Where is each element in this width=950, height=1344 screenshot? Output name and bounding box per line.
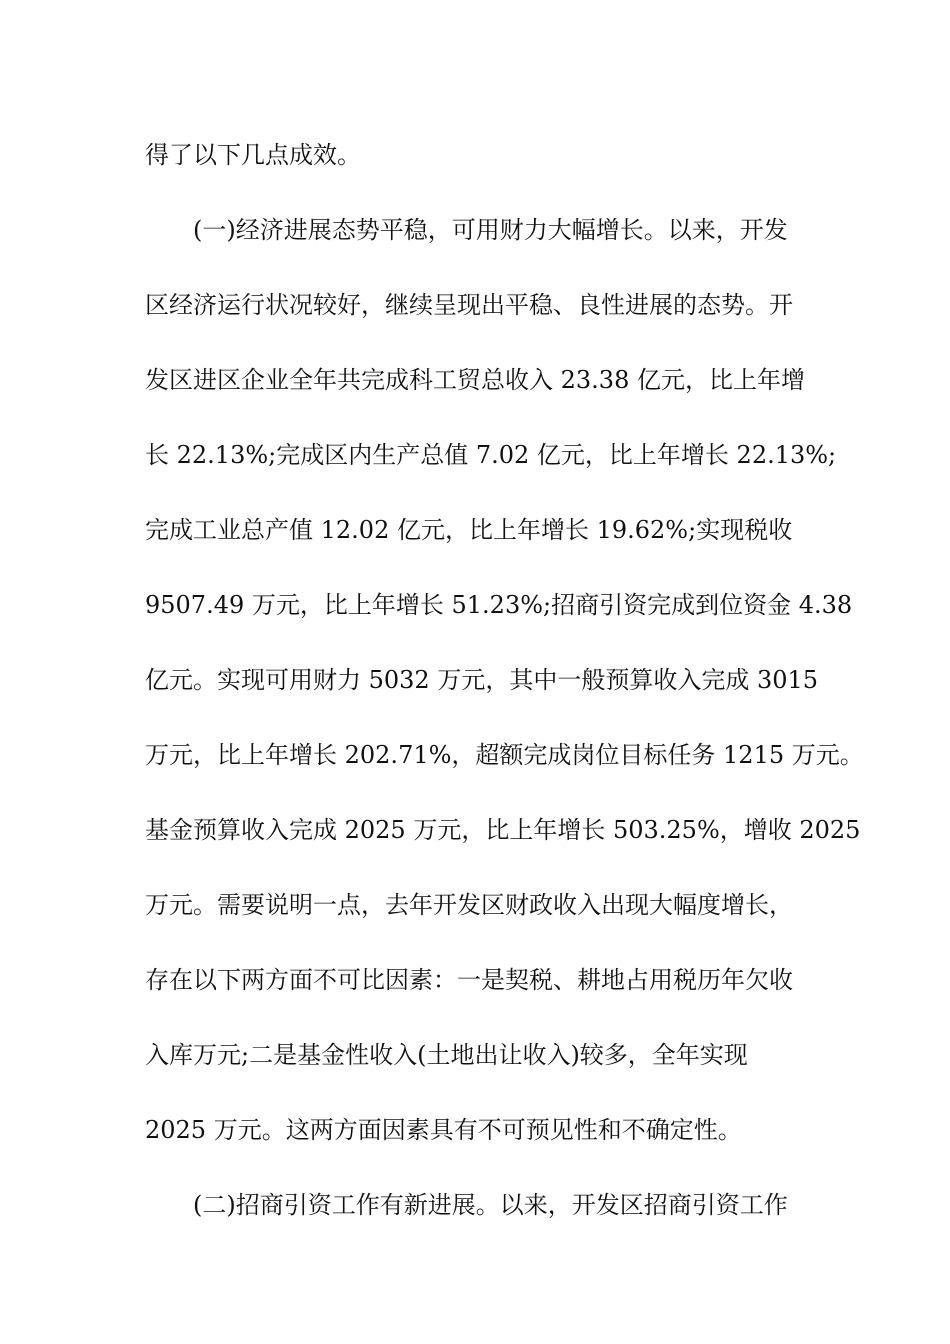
text-line: 得了以下几点成效。 bbox=[145, 141, 361, 169]
text-line: 发区进区企业全年共完成科工贸总收入 23.38 亿元，比上年增 bbox=[145, 366, 805, 394]
text-line: 完成工业总产值 12.02 亿元，比上年增长 19.62%;实现税收 bbox=[145, 516, 793, 544]
text-line: 基金预算收入完成 2025 万元，比上年增长 503.25%，增收 2025 bbox=[145, 816, 861, 844]
paragraph-heading-2: (二)招商引资工作有新进展。以来，开发区招商引资工作 bbox=[193, 1191, 788, 1219]
text-line: 2025 万元。这两方面因素具有不可预见性和不确定性。 bbox=[145, 1116, 742, 1144]
paragraph-heading-1: (一)经济进展态势平稳，可用财力大幅增长。以来，开发 bbox=[193, 216, 788, 244]
text-line: 长 22.13%;完成区内生产总值 7.02 亿元，比上年增长 22.13%; bbox=[145, 441, 837, 469]
text-line: 万元，比上年增长 202.71%，超额完成岗位目标任务 1215 万元。 bbox=[145, 741, 864, 769]
text-line: 9507.49 万元，比上年增长 51.23%;招商引资完成到位资金 4.38 bbox=[145, 591, 853, 619]
text-line: 存在以下两方面不可比因素：一是契税、耕地占用税历年欠收 bbox=[145, 966, 793, 994]
text-line: 入库万元;二是基金性收入(土地出让收入)较多，全年实现 bbox=[145, 1041, 748, 1069]
text-line: 万元。需要说明一点，去年开发区财政收入出现大幅度增长， bbox=[145, 891, 793, 919]
text-line: 区经济运行状况较好，继续呈现出平稳、良性进展的态势。开 bbox=[145, 291, 793, 319]
text-line: 亿元。实现可用财力 5032 万元，其中一般预算收入完成 3015 bbox=[145, 666, 819, 694]
